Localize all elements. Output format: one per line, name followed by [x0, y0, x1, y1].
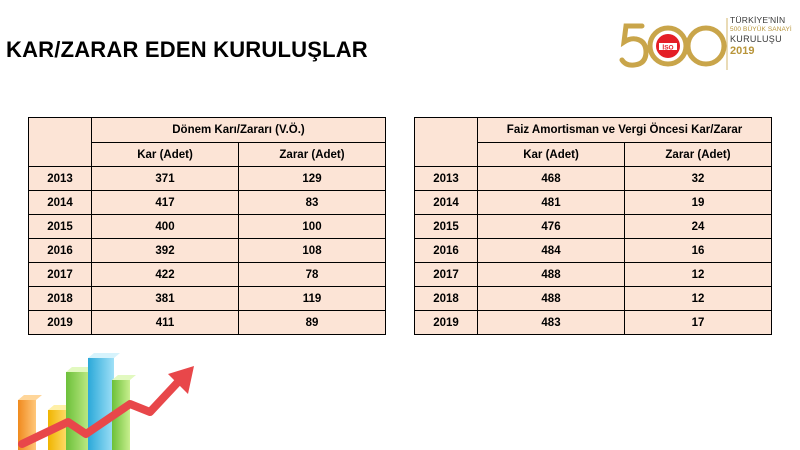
table-row: [29, 263, 386, 287]
table-row: [29, 311, 386, 335]
profit-cell: 484: [478, 239, 625, 263]
table-row: [415, 167, 772, 191]
table-row: [29, 287, 386, 311]
loss-cell: 16: [625, 239, 772, 263]
profit-cell: 411: [92, 311, 239, 335]
loss-cell: 32: [625, 167, 772, 191]
year-cell: 2013: [29, 167, 92, 191]
year-cell: 2016: [29, 239, 92, 263]
loss-cell: 89: [239, 311, 386, 335]
logo-emblem-text: İSO: [662, 44, 674, 52]
loss-cell: 129: [239, 167, 386, 191]
year-cell: 2014: [29, 191, 92, 215]
table-row: [415, 215, 772, 239]
loss-cell: 24: [625, 215, 772, 239]
year-cell: 2013: [415, 167, 478, 191]
profit-cell: 476: [478, 215, 625, 239]
loss-cell: 119: [239, 287, 386, 311]
loss-cell: 78: [239, 263, 386, 287]
table-row: [29, 167, 386, 191]
loss-cell: 12: [625, 263, 772, 287]
table-row: [29, 215, 386, 239]
profit-cell: 481: [478, 191, 625, 215]
growth-bar-chart-arrow-icon: [18, 352, 198, 450]
table-row: [415, 311, 772, 335]
year-cell: 2017: [415, 263, 478, 287]
loss-cell: 100: [239, 215, 386, 239]
logo-line-2: 500 BÜYÜK SANAYİ: [730, 25, 792, 33]
profit-cell: 483: [478, 311, 625, 335]
table2-col-profit: Kar (Adet): [478, 143, 625, 167]
profit-cell: 371: [92, 167, 239, 191]
year-cell: 2019: [29, 311, 92, 335]
year-cell: 2016: [415, 239, 478, 263]
table-row: [29, 239, 386, 263]
table1-group-header: Dönem Karı/Zararı (V.Ö.): [92, 118, 386, 143]
loss-cell: 83: [239, 191, 386, 215]
loss-cell: 19: [625, 191, 772, 215]
table-row: [415, 263, 772, 287]
ebitda-profit-loss-table: [414, 117, 772, 335]
year-cell: 2015: [415, 215, 478, 239]
year-cell: 2017: [29, 263, 92, 287]
table1-col-profit: Kar (Adet): [92, 143, 239, 167]
year-cell: 2018: [29, 287, 92, 311]
table-row: [415, 239, 772, 263]
profit-cell: 392: [92, 239, 239, 263]
table2-col-loss: Zarar (Adet): [625, 143, 772, 167]
iso-500-emblem-icon: [614, 12, 730, 74]
logo-line-3: KURULUŞU: [730, 34, 782, 44]
table-row: [29, 191, 386, 215]
profit-cell: 468: [478, 167, 625, 191]
table2-group-header: Faiz Amortisman ve Vergi Öncesi Kar/Zarar: [478, 118, 772, 143]
year-header-cell: [29, 118, 92, 167]
net-profit-loss-table: [28, 117, 386, 335]
year-cell: 2015: [29, 215, 92, 239]
table1-col-loss: Zarar (Adet): [239, 143, 386, 167]
year-header-cell: [415, 118, 478, 167]
profit-cell: 422: [92, 263, 239, 287]
logo-line-1: TÜRKİYE'NİN: [730, 15, 786, 25]
profit-cell: 400: [92, 215, 239, 239]
logo-year: 2019: [730, 45, 755, 57]
profit-cell: 488: [478, 287, 625, 311]
profit-cell: 417: [92, 191, 239, 215]
table-row: [415, 191, 772, 215]
year-cell: 2014: [415, 191, 478, 215]
loss-cell: 17: [625, 311, 772, 335]
year-cell: 2019: [415, 311, 478, 335]
profit-cell: 488: [478, 263, 625, 287]
iso-500-logo: [614, 12, 794, 74]
loss-cell: 12: [625, 287, 772, 311]
profit-cell: 381: [92, 287, 239, 311]
page-title: KAR/ZARAR EDEN KURULUŞLAR: [6, 37, 368, 62]
year-cell: 2018: [415, 287, 478, 311]
loss-cell: 108: [239, 239, 386, 263]
table-row: [415, 287, 772, 311]
